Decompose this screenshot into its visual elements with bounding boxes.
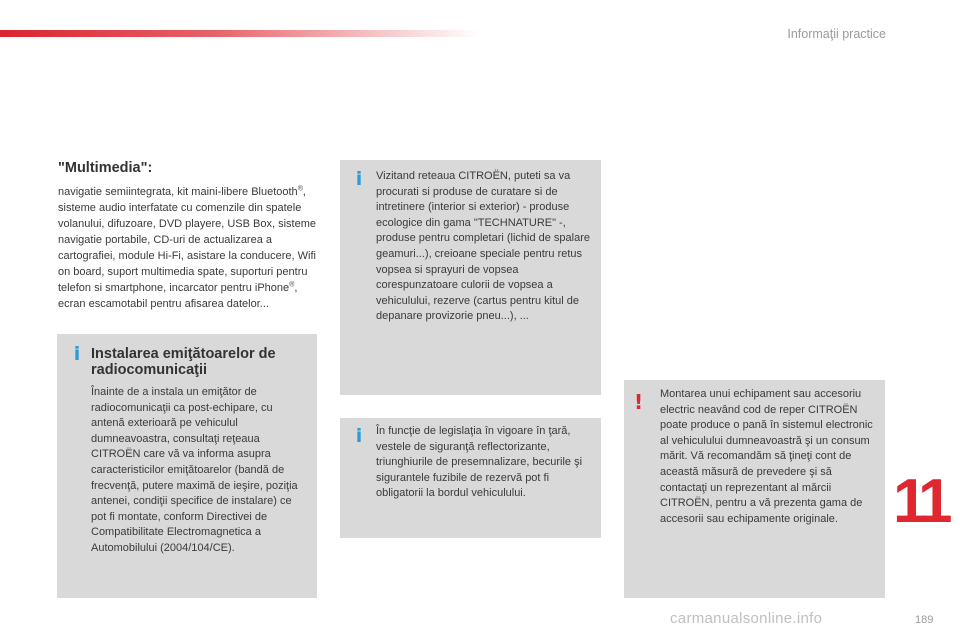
radio-box-text: Înainte de a instala un emiţător de radiocomunicaţii ca post-echipare, cu antenă exterioară pe vehiculul dumneavoastra, consultaţi reţeaua CITROËN care vă va informa asupra caracteristicilor emiţătoarelor (bandă de frecvenţă, putere maximă de ieşire, poziţia antenei, condiţii specifice de instalare) ce pot fi montate, conform Directivei de Compatibilitate Electromagnetica a Automobilului (2004/104/CE).	[91, 386, 298, 554]
info-icon: i	[355, 425, 363, 447]
info-icon: i	[355, 168, 363, 190]
warning-icon: !	[634, 390, 644, 414]
section-title: Informaţii practice	[787, 27, 886, 41]
registered-mark: ®	[289, 281, 295, 289]
citroen-network-box	[340, 160, 601, 395]
watermark: carmanualsonline.info	[670, 610, 823, 627]
multimedia-text-c: , ecran escamotabil pentru afisarea datelor...	[58, 282, 298, 310]
chapter-number: 11	[893, 467, 947, 536]
header-accent-bar	[0, 30, 480, 37]
multimedia-text-a: navigatie semiintegrata, kit maini-libere Bluetooth	[58, 186, 298, 198]
legal-box-text: În funcţie de legislaţia în vigoare în ţară, vestele de siguranţă reflectorizante, triunghiurile de presemnalizare, becurile şi sigurantele fuzibile de rezervă pot fi obligatorii la bordul vehiculului.	[376, 425, 583, 500]
radio-box-title: Instalarea emiţătoarelor de radiocomunicaţii	[91, 346, 276, 378]
network-box-text: Vizitand reteaua CITROËN, puteti sa va procurati si produse de curatare si de intretinere (interior si exterior) - produse ecologice din gama "TECHNATURE" -, produse pentru completari (lichid de spalare geamuri...), creioane speciale pentru retus vopsea si sprayuri de vopsea corespunzatoare culorii de vopsea a vehiculului, rezerve (cartus pentru kitul de depanare provizorie pneu...), ...	[376, 170, 591, 323]
multimedia-heading: "Multimedia":	[58, 160, 153, 176]
registered-mark: ®	[297, 185, 303, 193]
radio-installation-box	[57, 334, 317, 598]
legal-requirements-box	[340, 418, 601, 538]
warning-box-text: Montarea unui echipament sau accesoriu electric neavând cod de reper CITROËN poate produce o pană în sistemul electronic al vehiculului dumneavoastră şi un consum mărit. Vă recomandăm să ţineţi cont de această măsură de prevedere şi să contactaţi un reprezentant al mărcii CITROËN, pentru a vă prezenta gama de accesorii sau echipamente originale.	[660, 388, 873, 525]
multimedia-paragraph	[58, 184, 320, 312]
page-number: 189	[915, 614, 934, 626]
warning-box	[624, 380, 885, 598]
info-icon: i	[73, 343, 81, 365]
multimedia-text-b: , sisteme audio interfatate cu comenzile din spatele volanului, difuzoare, DVD playere, USB Box, sisteme navigatie portabile, CD-uri de actualizarea a cartografiei, module Hi-Fi, asistare la conducere, Wifi on board, suport multimedia spate, suporturi pentru telefon si smartphone, incarcator pentru iPhone	[58, 186, 317, 294]
